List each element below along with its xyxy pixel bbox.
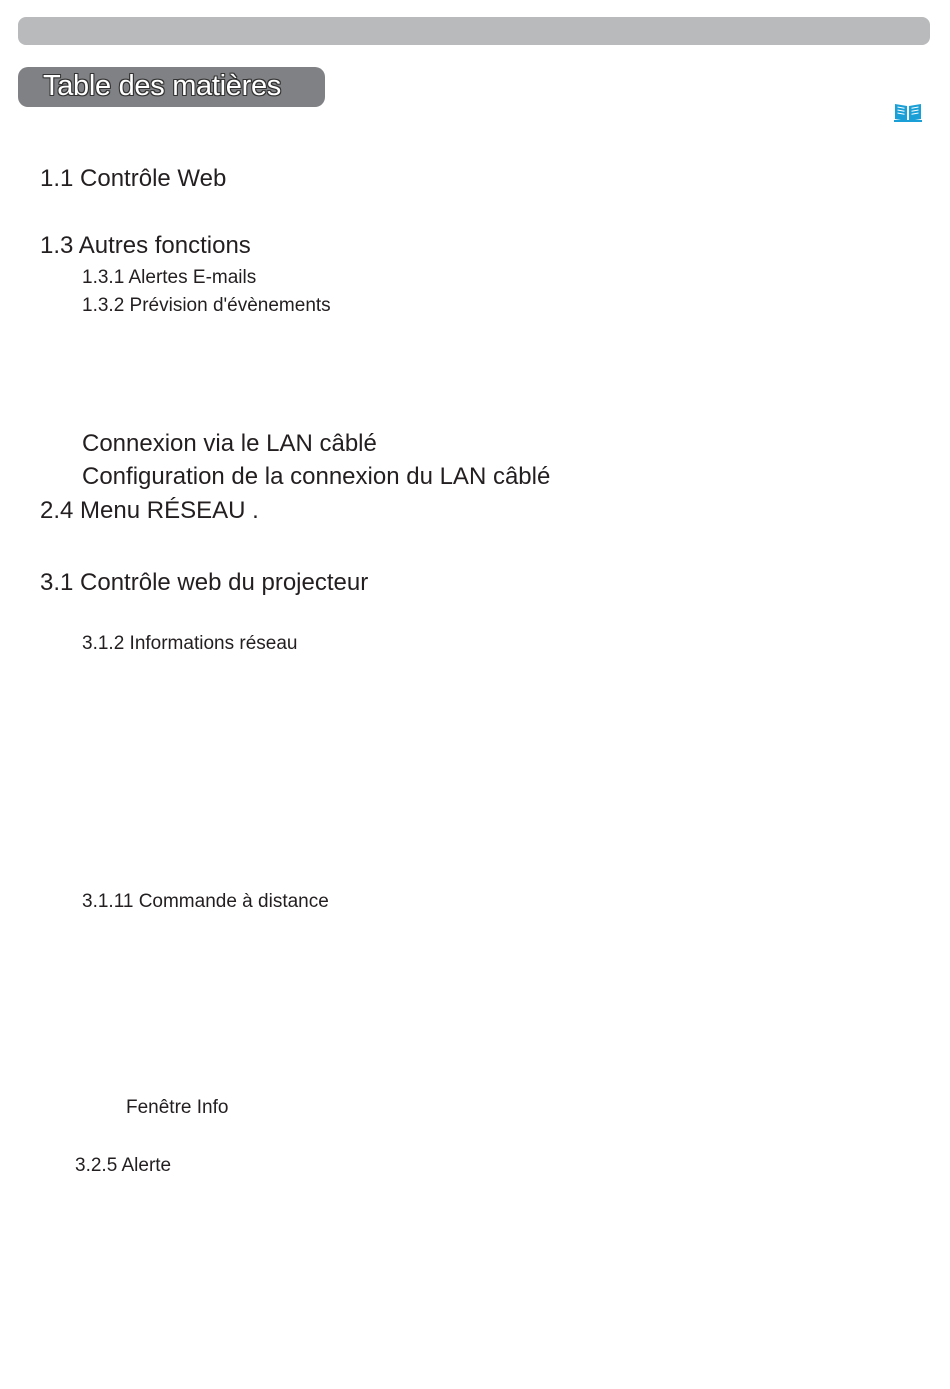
toc-entry-3-1[interactable]: 3.1 Contrôle web du projecteur	[40, 569, 369, 596]
toc-entry-2-4[interactable]: 2.4 Menu RÉSEAU .	[40, 497, 259, 524]
header-bar	[18, 17, 930, 45]
toc-entry-lan-configuration[interactable]: Configuration de la connexion du LAN câblé	[82, 463, 551, 490]
toc-entry-1-3-1[interactable]: 1.3.1 Alertes E-mails	[82, 267, 257, 288]
toc-entry-3-1-2[interactable]: 3.1.2 Informations réseau	[82, 633, 298, 654]
toc-entry-1-3-2[interactable]: 1.3.2 Prévision d'évènements	[82, 295, 331, 316]
toc-entry-1-1[interactable]: 1.1 Contrôle Web	[40, 165, 227, 192]
toc-entry-3-1-11[interactable]: 3.1.11 Commande à distance	[82, 891, 329, 912]
title-tab	[18, 67, 325, 107]
page-title: Table des matières	[43, 70, 281, 102]
toc-entry-lan-connection[interactable]: Connexion via le LAN câblé	[82, 430, 377, 457]
toc-entry-1-3[interactable]: 1.3 Autres fonctions	[40, 232, 251, 259]
open-book-icon[interactable]	[893, 100, 923, 124]
toc-entry-info-window[interactable]: Fenêtre Info	[126, 1097, 229, 1118]
toc-entry-3-2-5[interactable]: 3.2.5 Alerte	[75, 1155, 172, 1176]
